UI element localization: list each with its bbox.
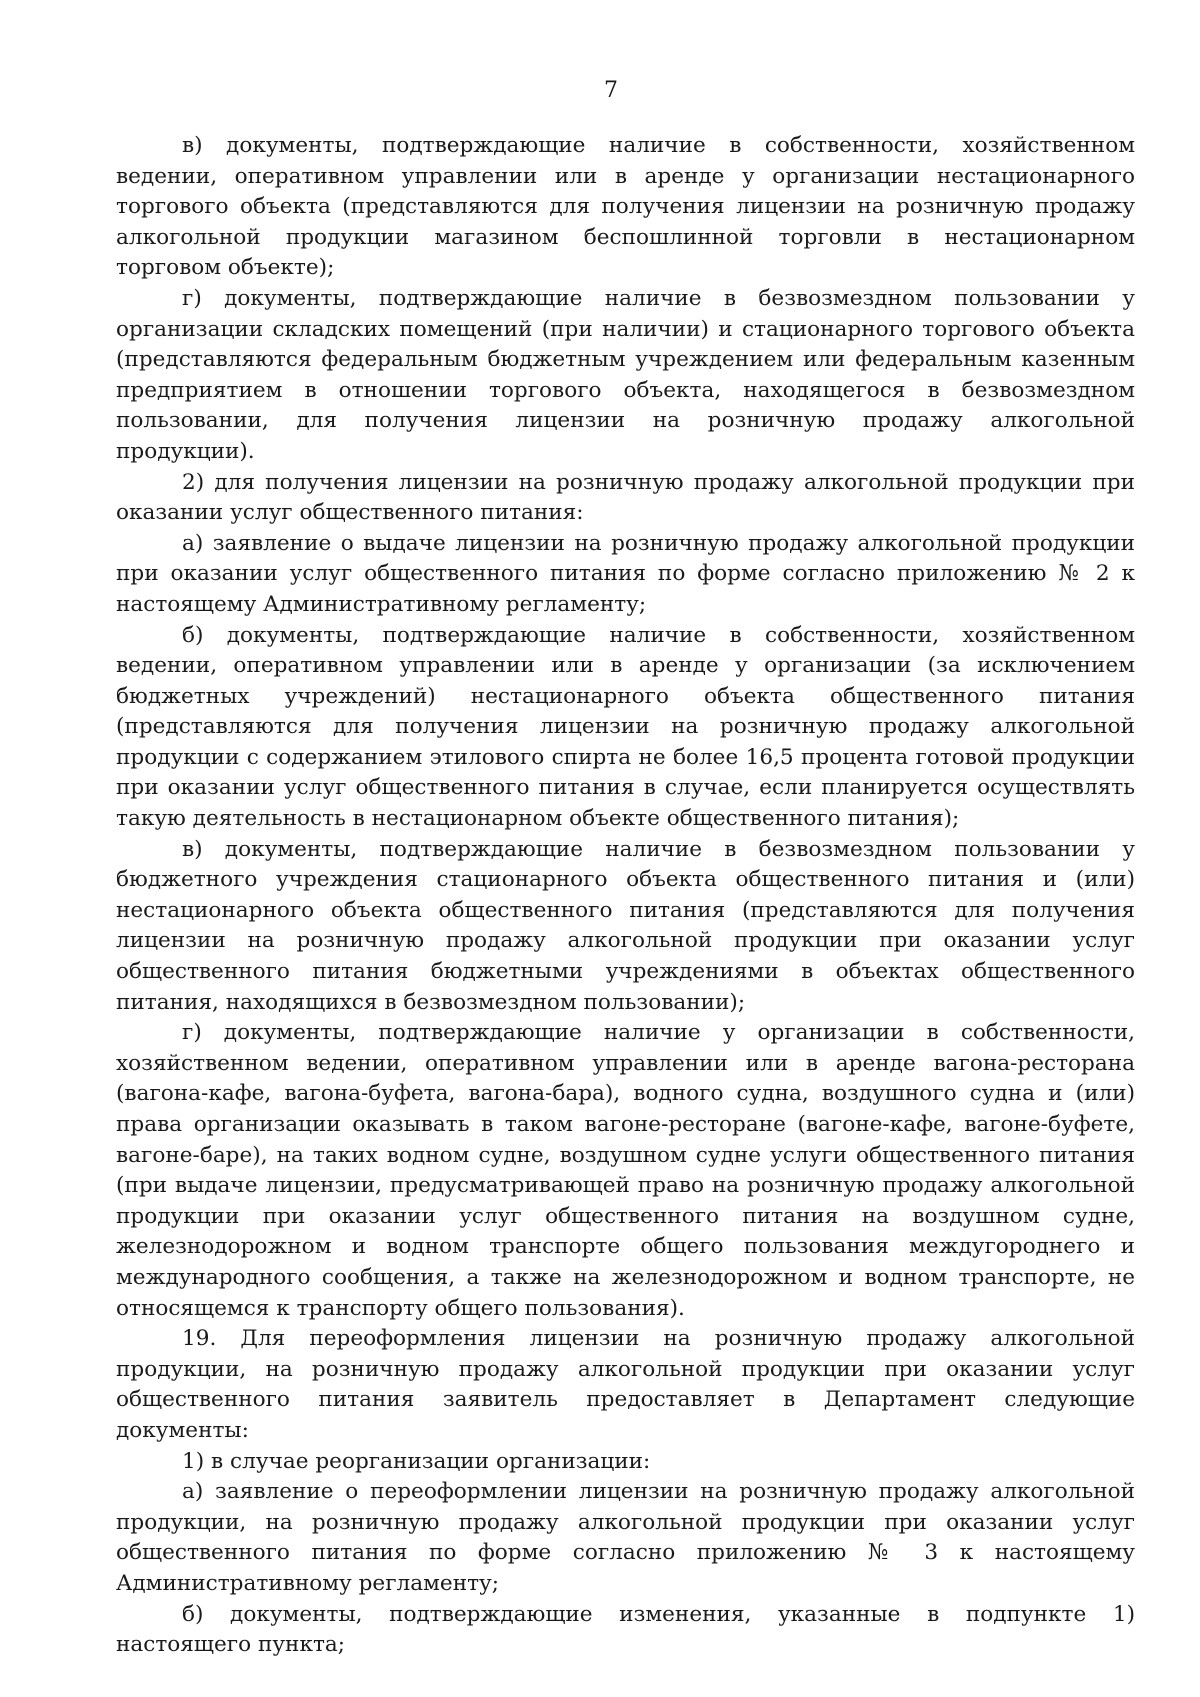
paragraph: г) документы, подтверждающие наличие у организации в собственности, хозяйственном ведении, оперативном управлении или в аренде вагона-ресторана (вагона-кафе, вагона-буфета, вагона-бара), водного судна, воздушного судна и (или) права организации оказывать в таком вагоне-ресторане (вагоне-кафе, вагоне-буфете, вагоне-баре), на таких водном судне, воздушном судне услуги общественного питания (при выдаче лицензии, предусматривающей право на розничную продажу алкогольной продукции при оказании услуг общественного питания на воздушном судне, железнодорожном и водном транспорте общего пользования междугороднего и международного сообщения, а также на железнодорожном и водном транспорте, не относящемся к транспорту общего пользования).: [116, 1020, 1135, 1321]
paragraph: 2) для получения лицензии на розничную продажу алкогольной продукции при оказании услуг общественного питания:: [116, 469, 1135, 526]
paragraph: а) заявление о выдаче лицензии на розничную продажу алкогольной продукции при оказании услуг общественного питания по форме согласно приложению № 2 к настоящему Административному регламенту;: [116, 530, 1135, 617]
paragraph: в) документы, подтверждающие наличие в собственности, хозяйственном ведении, оперативном управлении или в аренде у организации нестационарного торгового объекта (представляются для получения лицензии на розничную продажу алкогольной продукции магазином беспошлинной торговли в нестационарном торговом объекте);: [116, 133, 1135, 281]
paragraph: б) документы, подтверждающие изменения, указанные в подпункте 1) настоящего пункта;: [116, 1601, 1135, 1658]
paragraph: г) документы, подтверждающие наличие в безвозмездном пользовании у организации складских помещений (при наличии) и стационарного торгового объекта (представляются федеральным бюджетным учреждением или федеральным казенным предприятием в отношении торгового объекта, находящегося в безвозмездном пользовании, для получения лицензии на розничную продажу алкогольной продукции).: [116, 285, 1135, 464]
page-number: 7: [604, 78, 618, 103]
paragraph: 1) в случае реорганизации организации:: [182, 1448, 651, 1474]
paragraph: в) документы, подтверждающие наличие в безвозмездном пользовании у бюджетного учреждения стационарного объекта общественного питания и (или) нестационарного объекта общественного питания (представляются для получения лицензии на розничную продажу алкогольной продукции при оказании услуг общественного питания бюджетными учреждениями в объектах общественного питания, находящихся в безвозмездном пользовании);: [116, 836, 1135, 1015]
paragraph: 19. Для переоформления лицензии на розничную продажу алкогольной продукции, на розничную продажу алкогольной продукции при оказании услуг общественного питания заявитель предоставляет в Департамент следующие документы:: [116, 1326, 1135, 1443]
paragraph: б) документы, подтверждающие наличие в собственности, хозяйственном ведении, оперативном управлении или в аренде у организации (за исключением бюджетных учреждений) нестационарного объекта общественного питания (представляются для получения лицензии на розничную продажу алкогольной продукции с содержанием этилового спирта не более 16,5 процента готовой продукции при оказании услуг общественного питания в случае, если планируется осуществлять такую деятельность в нестационарном объекте общественного питания);: [116, 622, 1135, 832]
document-body: [116, 131, 1135, 1661]
paragraph: а) заявление о переоформлении лицензии на розничную продажу алкогольной продукции, на розничную продажу алкогольной продукции при оказании услуг общественного питания по форме согласно приложению № 3 к настоящему Административному регламенту;: [116, 1479, 1135, 1596]
